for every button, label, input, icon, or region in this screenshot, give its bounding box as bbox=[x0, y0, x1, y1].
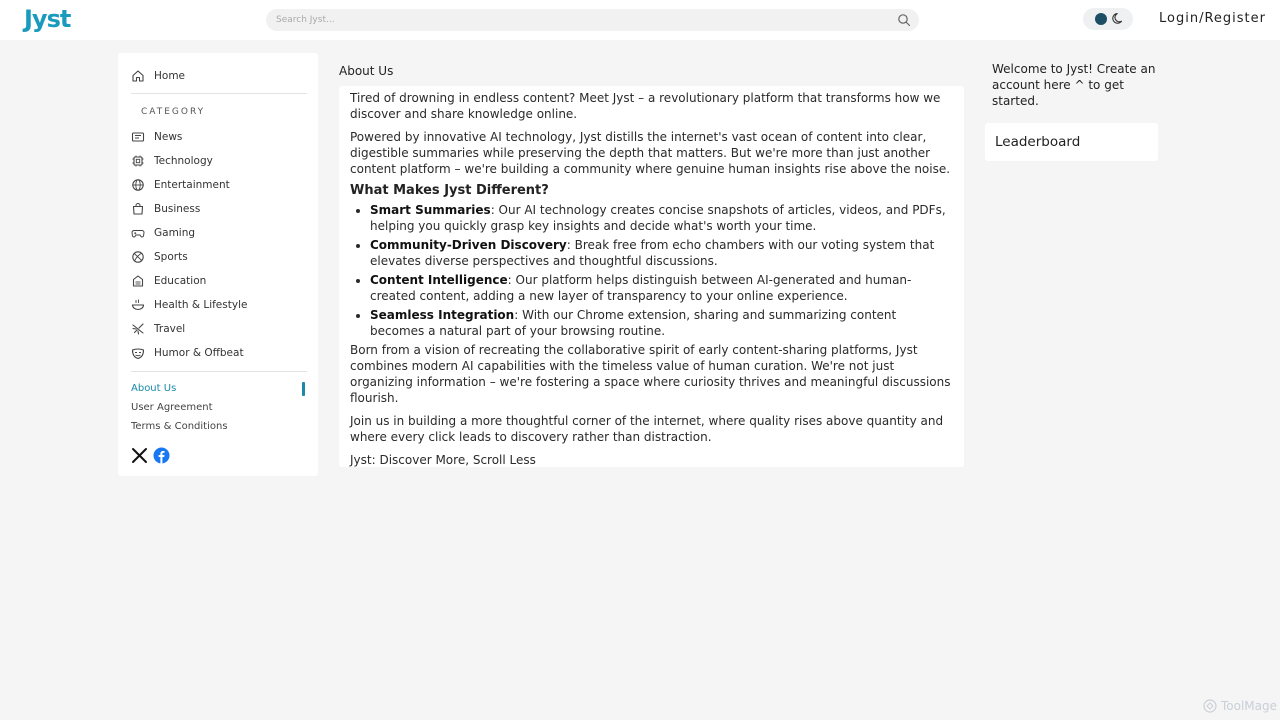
welcome-message: Welcome to Jyst! Create an account here ^ to get started. bbox=[992, 62, 1156, 108]
watermark bbox=[1203, 699, 1277, 713]
section-heading: What Makes Jyst Different? bbox=[350, 183, 549, 198]
paragraph: Powered by innovative AI technology, Jyst distills the internet's vast ocean of content into clear, digestible summaries while preserving the depth that matters. But we're more than just another content platform – we're building a community where genuine human insights rise above the noise. bbox=[350, 130, 951, 176]
feature-name: Content Intelligence bbox=[370, 273, 508, 287]
home-icon bbox=[131, 69, 145, 83]
sidebar-item-news[interactable] bbox=[131, 127, 307, 147]
sidebar-item-label: Gaming bbox=[154, 227, 196, 239]
sidebar-item-label: Business bbox=[154, 203, 201, 215]
sidebar-item-technology[interactable] bbox=[131, 151, 307, 171]
sidebar bbox=[118, 53, 318, 476]
search-icon[interactable] bbox=[897, 13, 911, 27]
sidebar-item-label: Entertainment bbox=[154, 179, 230, 191]
mask-icon bbox=[131, 346, 145, 360]
feature-list bbox=[370, 202, 954, 339]
footer-link-user-agreement[interactable]: User Agreement bbox=[131, 402, 213, 413]
search-bar[interactable] bbox=[266, 9, 919, 31]
watermark-text: ToolMage bbox=[1221, 699, 1278, 713]
list-item bbox=[370, 237, 954, 269]
sidebar-item-label: Travel bbox=[154, 323, 186, 335]
x-twitter-icon[interactable] bbox=[131, 447, 148, 464]
feature-name: Community-Driven Discovery bbox=[370, 238, 567, 252]
feature-name: Seamless Integration bbox=[370, 308, 515, 322]
sidebar-item-health-lifestyle[interactable] bbox=[131, 295, 307, 315]
paragraph: Born from a vision of recreating the collaborative spirit of early content-sharing platforms, Jyst combines modern AI capabilities with the timeless value of human curation. We're not just organizing information – we're fostering a space where curiosity thrives and meaningful discussions flourish. bbox=[350, 343, 951, 405]
sidebar-item-sports[interactable] bbox=[131, 247, 307, 267]
sidebar-item-label: News bbox=[154, 131, 183, 143]
plane-icon bbox=[131, 322, 145, 336]
chip-icon bbox=[131, 154, 145, 168]
category-heading: CATEGORY bbox=[141, 107, 206, 117]
theme-toggle[interactable] bbox=[1083, 8, 1133, 30]
list-item bbox=[370, 272, 954, 304]
sidebar-item-humor-offbeat[interactable] bbox=[131, 343, 307, 363]
login-register-link[interactable]: Login/Register bbox=[1159, 11, 1266, 26]
page-title: About Us bbox=[339, 64, 394, 78]
sidebar-item-label: Technology bbox=[154, 155, 213, 167]
gamepad-icon bbox=[131, 226, 145, 240]
sidebar-divider bbox=[131, 93, 307, 94]
list-item bbox=[370, 202, 954, 234]
paragraph: Join us in building a more thoughtful corner of the internet, where quality rises above quantity and where every click leads to discovery rather than distraction. bbox=[350, 414, 944, 444]
sidebar-item-business[interactable] bbox=[131, 199, 307, 219]
sidebar-divider bbox=[131, 371, 307, 372]
moon-icon bbox=[1112, 12, 1125, 25]
sidebar-item-travel[interactable] bbox=[131, 319, 307, 339]
feature-text: : Our platform helps distinguish between AI-generated and human-created content, adding a new layer of transparency to your online experience. bbox=[370, 273, 912, 303]
sidebar-item-label: Education bbox=[154, 275, 207, 287]
paragraph: Tired of drowning in endless content? Meet Jyst – a revolutionary platform that transforms how we discover and share knowledge online. bbox=[350, 91, 941, 121]
sidebar-item-gaming[interactable] bbox=[131, 223, 307, 243]
watermark-logo-icon bbox=[1203, 699, 1217, 713]
feature-text: : With our Chrome extension, sharing and summarizing content becomes a natural part of your browsing routine. bbox=[370, 308, 897, 338]
jyst-logo[interactable]: Jyst bbox=[24, 5, 71, 33]
feature-text: : Break free from echo chambers with our voting system that elevates diverse perspectives and thoughtful discussions. bbox=[370, 238, 935, 268]
sidebar-item-label: Health & Lifestyle bbox=[154, 299, 248, 311]
shopping-bag-icon bbox=[131, 202, 145, 216]
news-icon bbox=[131, 130, 145, 144]
sidebar-item-label: Humor & Offbeat bbox=[154, 347, 244, 359]
tagline: Jyst: Discover More, Scroll Less bbox=[350, 453, 536, 467]
about-content-card bbox=[339, 86, 964, 467]
sidebar-item-label: Home bbox=[154, 70, 186, 82]
facebook-icon[interactable] bbox=[153, 447, 170, 464]
footer-link-about-us[interactable]: About Us bbox=[131, 383, 177, 394]
education-icon bbox=[131, 274, 145, 288]
search-input[interactable] bbox=[276, 12, 876, 28]
leaderboard-card[interactable]: Leaderboard bbox=[985, 123, 1158, 161]
active-indicator bbox=[302, 382, 305, 396]
feature-name: Smart Summaries bbox=[370, 203, 491, 217]
list-item bbox=[370, 307, 954, 339]
sidebar-item-entertainment[interactable] bbox=[131, 175, 307, 195]
globe-icon bbox=[131, 178, 145, 192]
ball-icon bbox=[131, 250, 145, 264]
sidebar-item-education[interactable] bbox=[131, 271, 307, 291]
feature-text: : Our AI technology creates concise snapshots of articles, videos, and PDFs, helping you quickly grasp key insights and decide what's worth your time. bbox=[370, 203, 946, 233]
footer-link-terms-conditions[interactable]: Terms & Conditions bbox=[131, 421, 228, 432]
sidebar-item-label: Sports bbox=[154, 251, 188, 263]
bowl-icon bbox=[131, 298, 145, 312]
top-header bbox=[0, 0, 1280, 40]
theme-toggle-knob bbox=[1095, 13, 1107, 25]
sidebar-item-home[interactable] bbox=[131, 66, 307, 86]
